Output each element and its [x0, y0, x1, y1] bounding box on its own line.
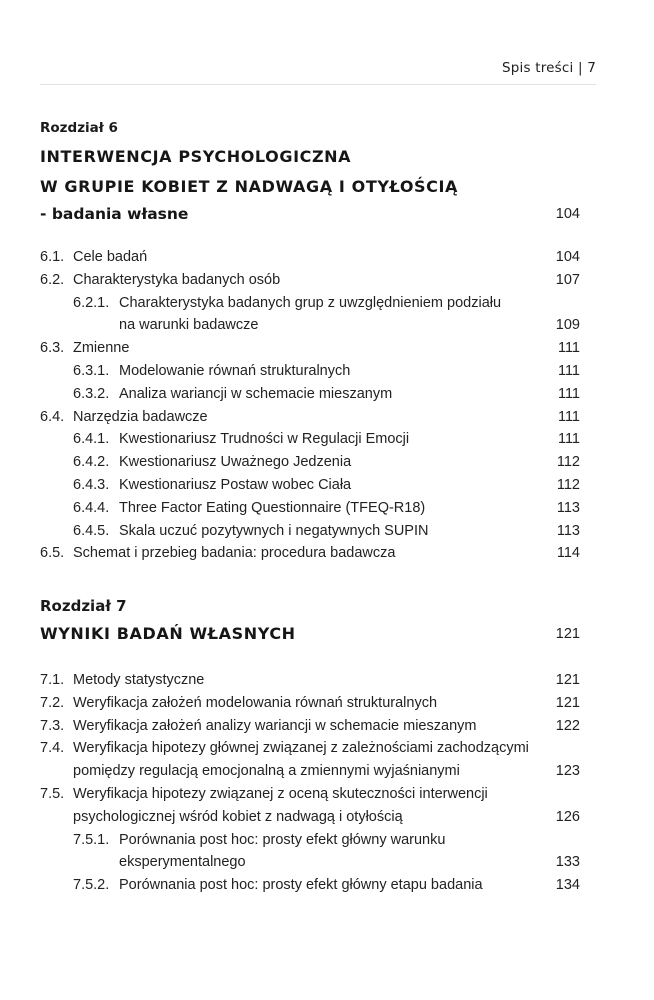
toc-entry-title: Skala uczuć pozytywnych i negatywnych SUPIN	[119, 522, 429, 539]
toc-entry-number: 7.1.	[40, 672, 65, 688]
toc-entry-title: na warunki badawcze	[119, 317, 259, 334]
toc-entry-title: Three Factor Eating Questionnaire (TFEQ-R18)	[119, 499, 426, 516]
toc-entry-page: 112	[556, 454, 580, 471]
toc-entry-title: eksperymentalnego	[119, 854, 246, 871]
chapter-7-title: WYNIKI BADAŃ WŁASNYCH	[40, 624, 296, 643]
toc-entry-number: 6.5.	[40, 545, 65, 562]
toc-entry	[40, 363, 580, 387]
toc-entry-page: 121	[555, 694, 580, 711]
toc-entry-number: 6.4.	[40, 408, 65, 425]
chapter-6-title-line1: INTERWENCJA PSYCHOLOGICZNA	[40, 147, 352, 166]
toc-entry-title: Charakterystyka badanych osób	[73, 271, 281, 288]
toc-entry	[40, 317, 580, 341]
toc-entry-number: 7.5.	[40, 786, 65, 802]
toc-entry-page: 111	[557, 385, 580, 402]
toc-entry-title: Narzędzia badawcze	[73, 408, 208, 425]
toc-entry-title: Weryfikacja hipotezy związanej z oceną skuteczności interwencji	[73, 786, 488, 802]
toc-entry	[40, 672, 580, 696]
toc-entry-number: 6.2.1.	[73, 294, 110, 311]
toc-entry-title: Modelowanie równań strukturalnych	[119, 363, 351, 379]
toc-entry-page: 111	[557, 408, 580, 425]
toc-entry-page: 133	[555, 854, 580, 871]
toc-entry	[40, 763, 580, 787]
toc-entry	[40, 740, 580, 764]
toc-entry-number: 6.2.	[40, 271, 65, 288]
toc-entry	[40, 523, 580, 547]
toc-entry-number: 6.4.1.	[73, 431, 110, 448]
chapter-6-title-line2: W GRUPIE KOBIET Z NADWAGĄ I OTYŁOŚCIĄ	[40, 177, 459, 196]
toc-entry-number: 7.5.2.	[73, 877, 110, 894]
toc-entry-number: 7.3.	[40, 717, 65, 734]
toc-entry	[40, 386, 580, 410]
toc-entry	[40, 477, 580, 501]
toc-entry-number: 6.4.2.	[73, 454, 110, 471]
toc-entry-title: Kwestionariusz Postaw wobec Ciała	[119, 477, 352, 493]
toc-entry	[40, 786, 580, 810]
toc-entry-title: Porównania post hoc: prosty efekt główny etapu badania	[119, 877, 483, 894]
toc-entry-page: 109	[555, 317, 580, 334]
toc-entry	[40, 409, 580, 433]
toc-entry-title: psychologicznej wśród kobiet z nadwagą i otyłością	[73, 808, 403, 825]
page-header	[40, 58, 596, 85]
toc-entry-number: 6.3.1.	[73, 363, 110, 379]
toc-entry-title: Weryfikacja założeń analizy wariancji w schemacie mieszanym	[73, 717, 477, 734]
toc-entry	[40, 340, 580, 364]
toc-entry-number: 6.4.3.	[73, 477, 110, 493]
toc-entry-title: Weryfikacja założeń modelowania równań strukturalnych	[73, 694, 438, 711]
toc-entry-page: 104	[555, 249, 580, 265]
toc-entry-page: 113	[556, 499, 580, 516]
toc-entry	[40, 295, 580, 319]
toc-entry-page: 122	[555, 717, 580, 734]
toc-entry-page: 111	[557, 340, 580, 357]
toc-entry-number: 7.2.	[40, 694, 65, 711]
toc-entry-page: 111	[557, 431, 580, 448]
toc-entry	[40, 500, 580, 524]
toc-entry-number: 6.3.	[40, 340, 65, 357]
toc-entry-title: Weryfikacja hipotezy głównej związanej z zależnościami zachodzącymi	[73, 740, 529, 757]
toc-entry-title: Kwestionariusz Trudności w Regulacji Emocji	[119, 431, 410, 448]
toc-entry-number: 6.1.	[40, 249, 65, 265]
toc-entry-number: 6.4.5.	[73, 522, 110, 539]
toc-entry-page: 111	[557, 363, 580, 379]
toc-entry-title: Schemat i przebieg badania: procedura badawcza	[73, 545, 396, 562]
toc-entry-page: 114	[556, 545, 580, 562]
toc-entry-page: 121	[555, 672, 580, 688]
toc-entry-page: 123	[555, 763, 580, 780]
toc-entry-number: 6.3.2.	[73, 385, 110, 402]
toc-entry-number: 7.5.1.	[73, 831, 110, 848]
toc-entry-title: Cele badań	[73, 249, 148, 265]
toc-entry-page: 134	[555, 877, 580, 894]
running-head: Spis treści | 7	[502, 60, 596, 76]
toc-entry-number: 7.4.	[40, 740, 65, 757]
toc-entry	[40, 431, 580, 455]
toc-entry	[40, 832, 580, 856]
toc-entry	[40, 718, 580, 742]
toc-entry-page: 107	[555, 271, 580, 288]
toc-entry-title: Zmienne	[73, 340, 130, 357]
toc-entry	[40, 854, 580, 878]
toc-entry	[40, 695, 580, 719]
toc-entry	[40, 809, 580, 833]
toc-entry	[40, 877, 580, 901]
chapter-6-title-line3: - badania własne	[40, 205, 189, 223]
toc-entry	[40, 545, 580, 569]
toc-entry-title: Kwestionariusz Uważnego Jedzenia	[119, 454, 352, 471]
toc-entry	[40, 454, 580, 478]
toc-entry	[40, 272, 580, 296]
toc-entry-title: Porównania post hoc: prosty efekt główny warunku	[119, 831, 446, 848]
toc-entry-title: Analiza wariancji w schemacie mieszanym	[119, 385, 393, 402]
toc-entry-page: 113	[556, 522, 580, 539]
toc-entry	[40, 249, 580, 273]
toc-entry-title: Metody statystyczne	[73, 672, 205, 688]
toc-entry-title: Charakterystyka badanych grup z uwzględnieniem podziału	[119, 294, 502, 311]
toc-entry-page: 126	[555, 808, 580, 825]
chapter-6-label: Rozdział 6	[40, 120, 118, 136]
chapter-6-page: 104	[555, 206, 580, 222]
toc-entry-page: 112	[556, 477, 580, 493]
chapter-7-label: Rozdział 7	[40, 597, 127, 615]
toc-entry-title: pomiędzy regulacją emocjonalną a zmiennymi wyjaśnianymi	[73, 763, 460, 780]
toc-entry-number: 6.4.4.	[73, 499, 110, 516]
chapter-7-page: 121	[555, 626, 580, 642]
